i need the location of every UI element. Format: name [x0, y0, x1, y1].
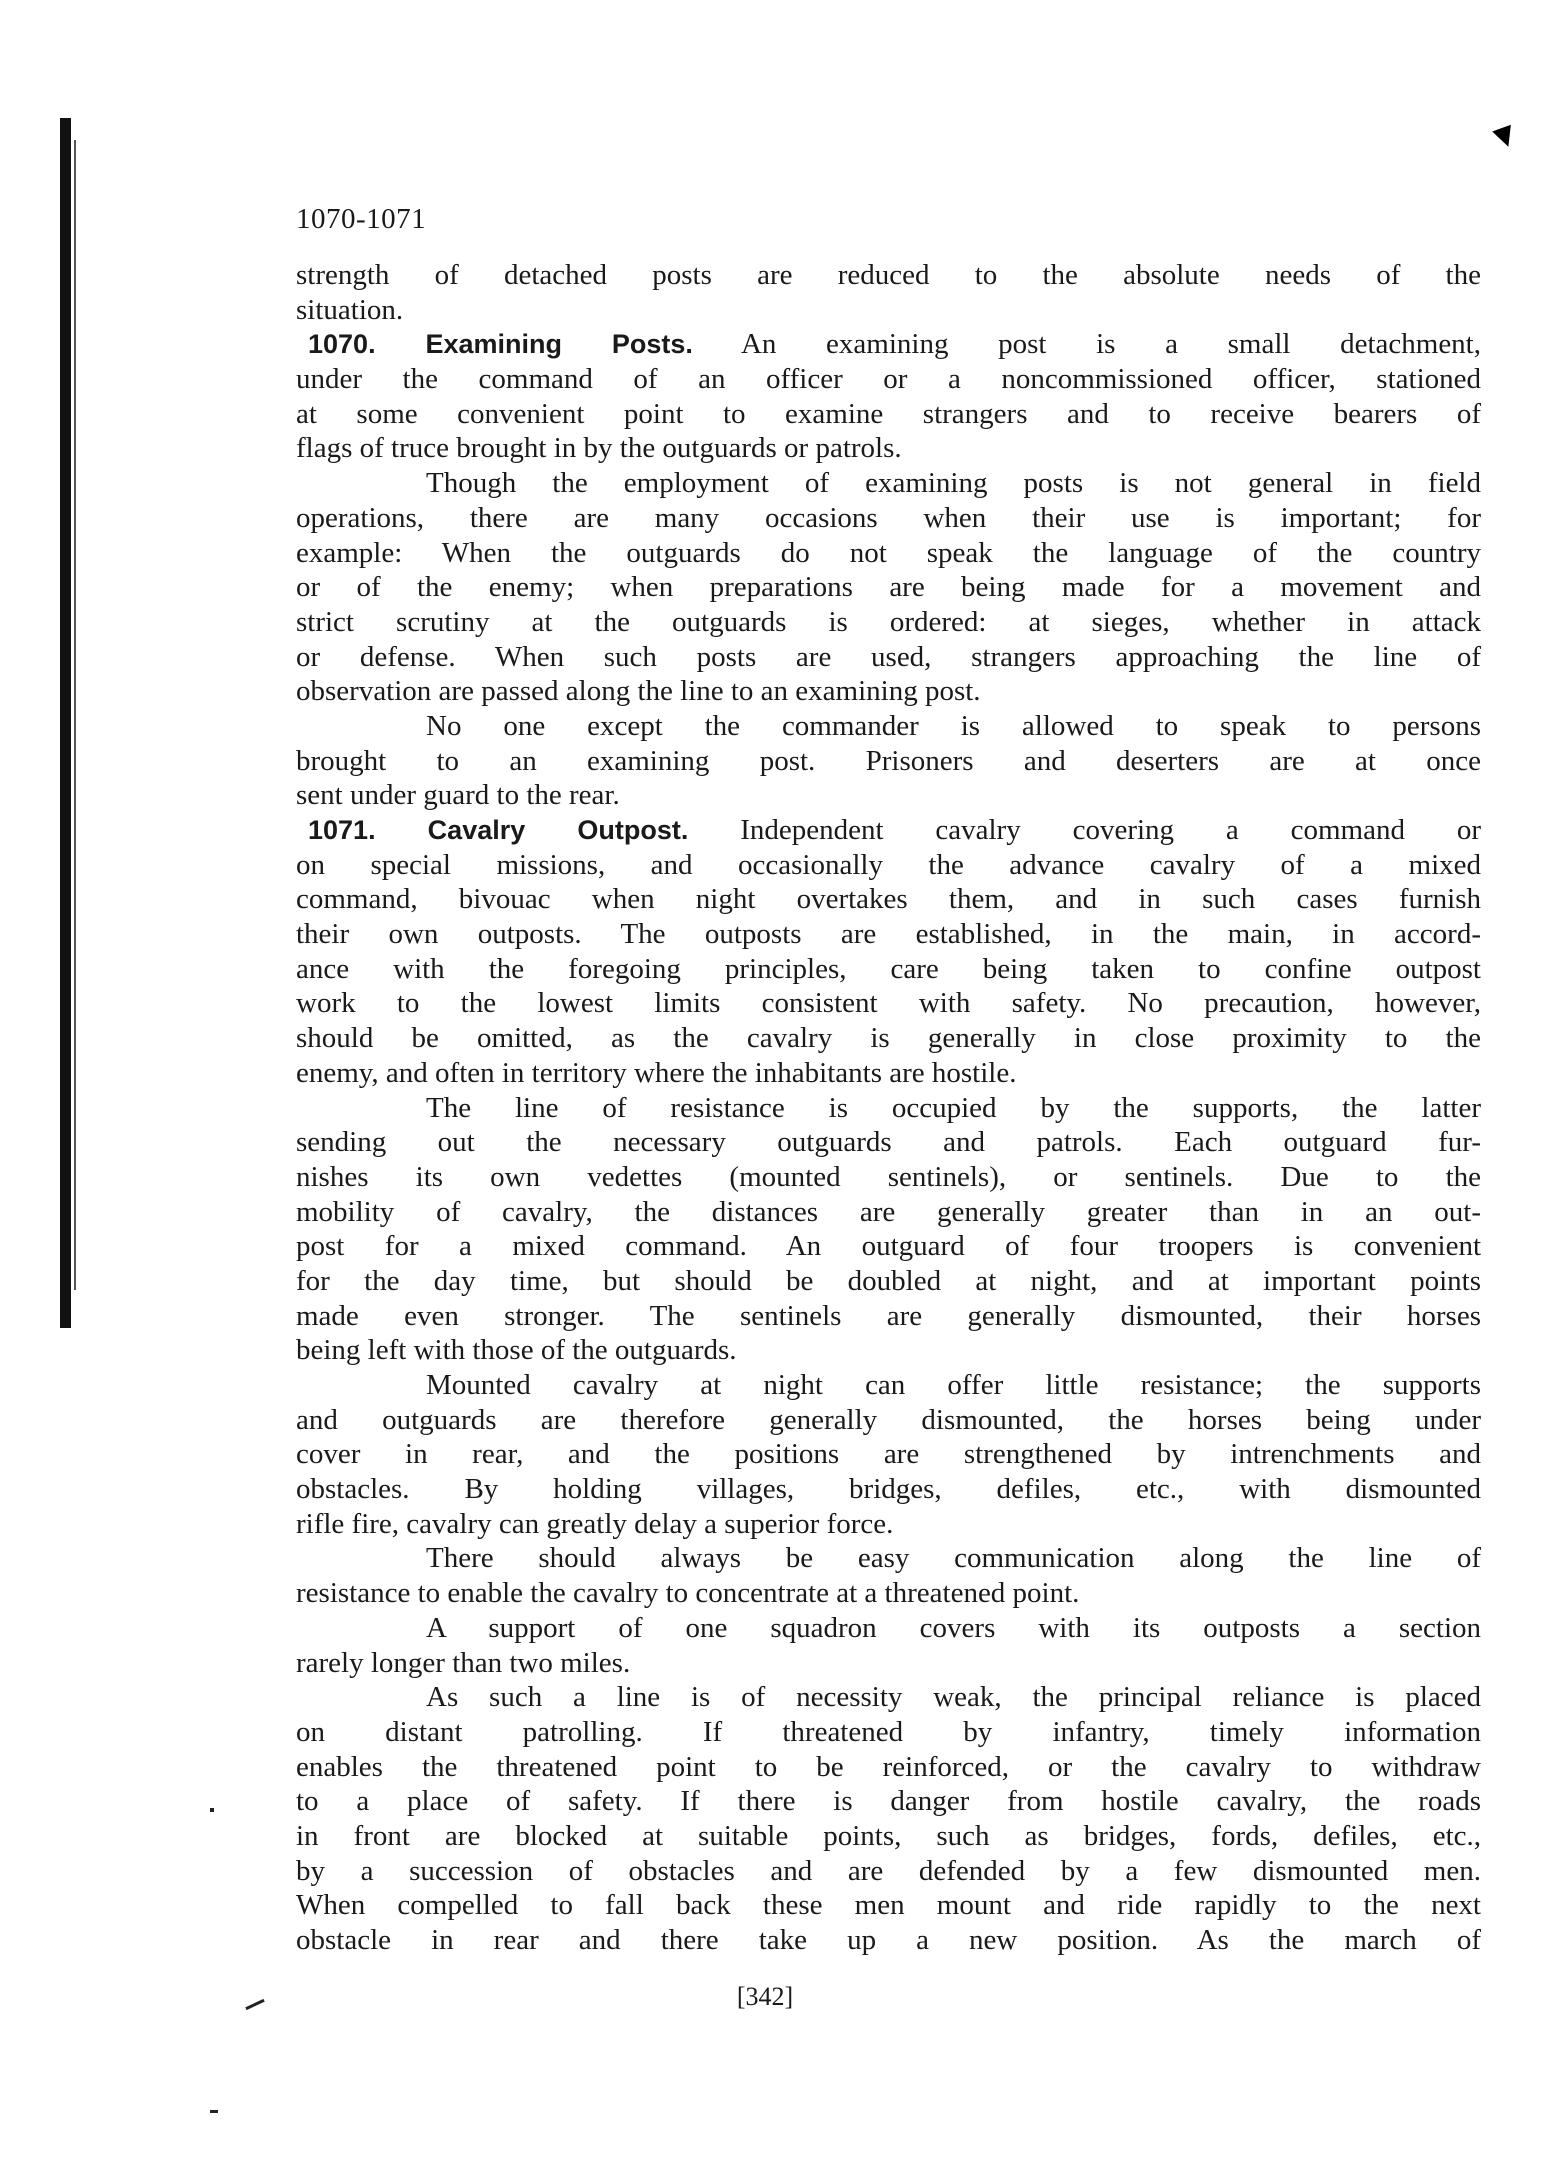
text-line	[296, 1021, 1481, 1056]
text-line	[296, 1576, 1481, 1611]
text-line	[296, 431, 1481, 466]
text-line	[296, 1368, 1481, 1403]
line-text: sending out the necessary outguards and patrols. Each outguard fur-	[296, 1126, 1481, 1159]
text-line	[296, 1784, 1481, 1819]
line-text: situation.	[296, 293, 404, 326]
text-line	[296, 986, 1481, 1021]
line-text: There should always be easy communication along the line of	[426, 1542, 1481, 1575]
corner-arrow-mark-icon: ▼	[1482, 113, 1527, 160]
text-line	[296, 1125, 1481, 1160]
section-heading: 1070. Examining Posts.	[308, 329, 693, 360]
line-text: enemy, and often in territory where the inhabitants are hostile.	[296, 1056, 1017, 1089]
line-text: An examining post is a small detachment,	[692, 328, 1481, 361]
line-text: obstacle in rear and there take up a new position. As the march of	[296, 1924, 1481, 1956]
page-body-text	[296, 258, 1481, 1958]
text-line	[296, 1160, 1481, 1195]
line-text: Mounted cavalry at night can offer little resistance; the supports	[426, 1369, 1481, 1401]
text-line	[296, 1437, 1481, 1472]
text-line	[296, 605, 1481, 640]
text-line	[296, 1680, 1481, 1715]
line-text: flags of truce brought in by the outguards or patrols.	[296, 432, 902, 465]
text-line	[296, 293, 1481, 328]
text-line	[296, 1750, 1481, 1785]
line-text: obstacles. By holding villages, bridges, defiles, etc., with dismounted	[296, 1473, 1481, 1506]
line-text: enables the threatened point to be reinforced, or the cavalry to withdraw	[296, 1750, 1481, 1783]
line-text: by a succession of obstacles and are defended by a few dismounted men.	[296, 1854, 1481, 1887]
line-text: for the day time, but should be doubled at night, and at important points	[296, 1264, 1481, 1297]
line-text: or of the enemy; when preparations are being made for a movement and	[296, 571, 1481, 604]
section-range-header: 1070-1071	[296, 203, 427, 235]
text-line	[296, 1264, 1481, 1299]
line-text: operations, there are many occasions when their use is important; for	[296, 501, 1481, 534]
line-text: or defense. When such posts are used, strangers approaching the line of	[296, 640, 1481, 673]
line-text: made even stronger. The sentinels are generally dismounted, their horses	[296, 1299, 1481, 1332]
section-heading-line	[296, 327, 1481, 362]
text-line	[296, 536, 1481, 571]
text-line	[296, 1888, 1481, 1923]
line-text: on distant patrolling. If threatened by infantry, timely information	[296, 1715, 1481, 1748]
text-line	[296, 917, 1481, 952]
text-line	[296, 501, 1481, 536]
text-line	[296, 1541, 1481, 1576]
text-line	[296, 362, 1481, 397]
text-line	[296, 952, 1481, 987]
text-line	[296, 1507, 1481, 1542]
line-text: example: When the outguards do not speak the language of the country	[296, 536, 1481, 569]
line-text: sent under guard to the rear.	[296, 779, 620, 812]
page-number: [342]	[736, 1982, 794, 2011]
text-line	[296, 397, 1481, 432]
text-line	[296, 1091, 1481, 1126]
line-text: Though the employment of examining posts is not general in field	[426, 467, 1481, 500]
line-text: and outguards are therefore generally dismounted, the horses being under	[296, 1403, 1481, 1436]
text-line	[296, 1403, 1481, 1438]
text-line	[296, 1646, 1481, 1681]
text-line	[296, 1195, 1481, 1230]
text-line	[296, 674, 1481, 709]
line-text: The line of resistance is occupied by the supports, the latter	[426, 1091, 1481, 1124]
line-text: When compelled to fall back these men mount and ride rapidly to the next	[296, 1889, 1481, 1922]
section-heading: 1071. Cavalry Outpost.	[308, 815, 689, 845]
line-text: should be omitted, as the cavalry is generally in close proximity to the	[296, 1022, 1481, 1055]
line-text: command, bivouac when night overtakes them, and in such cases furnish	[296, 883, 1481, 916]
text-line	[296, 709, 1481, 744]
scan-binding-shadow	[60, 118, 71, 1328]
text-line	[296, 1299, 1481, 1334]
text-line	[296, 258, 1481, 293]
line-text: rarely longer than two miles.	[296, 1646, 631, 1679]
line-text: work to the lowest limits consistent with safety. No precaution, however,	[296, 987, 1481, 1020]
text-line	[296, 848, 1481, 883]
line-text: at some convenient point to examine strangers and to receive bearers of	[296, 397, 1481, 430]
scan-speck	[210, 1808, 214, 1812]
text-line	[296, 1715, 1481, 1750]
text-line	[296, 882, 1481, 917]
line-text: post for a mixed command. An outguard of four troopers is convenient	[296, 1230, 1481, 1263]
line-text: strength of detached posts are reduced to the absolute needs of the	[296, 259, 1481, 291]
line-text: ance with the foregoing principles, care being taken to confine outpost	[296, 952, 1481, 985]
line-text: A support of one squadron covers with its outposts a section	[426, 1611, 1481, 1644]
section-heading-line	[296, 813, 1481, 848]
line-text: strict scrutiny at the outguards is ordered: at sieges, whether in attack	[296, 605, 1481, 638]
line-text: to a place of safety. If there is danger from hostile cavalry, the roads	[296, 1785, 1481, 1818]
line-text: resistance to enable the cavalry to concentrate at a threatened point.	[296, 1577, 1080, 1610]
text-line	[296, 1611, 1481, 1646]
line-text: in front are blocked at suitable points, such as bridges, fords, defiles, etc.,	[296, 1819, 1481, 1852]
line-text: mobility of cavalry, the distances are generally greater than in an out-	[296, 1195, 1481, 1228]
line-text: As such a line is of necessity weak, the principal reliance is placed	[426, 1681, 1481, 1714]
line-text: being left with those of the outguards.	[296, 1334, 737, 1367]
text-line	[296, 744, 1481, 779]
text-line	[296, 640, 1481, 675]
line-text: nishes its own vedettes (mounted sentinels), or sentinels. Due to the	[296, 1160, 1481, 1193]
line-text: cover in rear, and the positions are strengthened by intrenchments and	[296, 1438, 1481, 1471]
text-line	[296, 1333, 1481, 1368]
line-text: Independent cavalry covering a command or	[688, 814, 1481, 846]
text-line	[296, 1819, 1481, 1854]
text-line	[296, 1056, 1481, 1091]
line-text: under the command of an officer or a noncommissioned officer, stationed	[296, 363, 1481, 396]
line-text: rifle fire, cavalry can greatly delay a superior force.	[296, 1507, 894, 1540]
scan-speck	[210, 2110, 218, 2113]
text-line	[296, 1229, 1481, 1264]
text-line	[296, 778, 1481, 813]
text-line	[296, 1472, 1481, 1507]
text-line	[296, 466, 1481, 501]
scan-binding-edge	[74, 140, 76, 1290]
line-text: on special missions, and occasionally the advance cavalry of a mixed	[296, 848, 1481, 881]
text-line	[296, 1854, 1481, 1889]
text-line	[296, 570, 1481, 605]
text-line	[296, 1923, 1481, 1958]
line-text: observation are passed along the line to an examining post.	[296, 675, 981, 708]
line-text: brought to an examining post. Prisoners and deserters are at once	[296, 744, 1481, 777]
line-text: No one except the commander is allowed to speak to persons	[426, 709, 1481, 742]
line-text: their own outposts. The outposts are established, in the main, in accord-	[296, 918, 1481, 951]
